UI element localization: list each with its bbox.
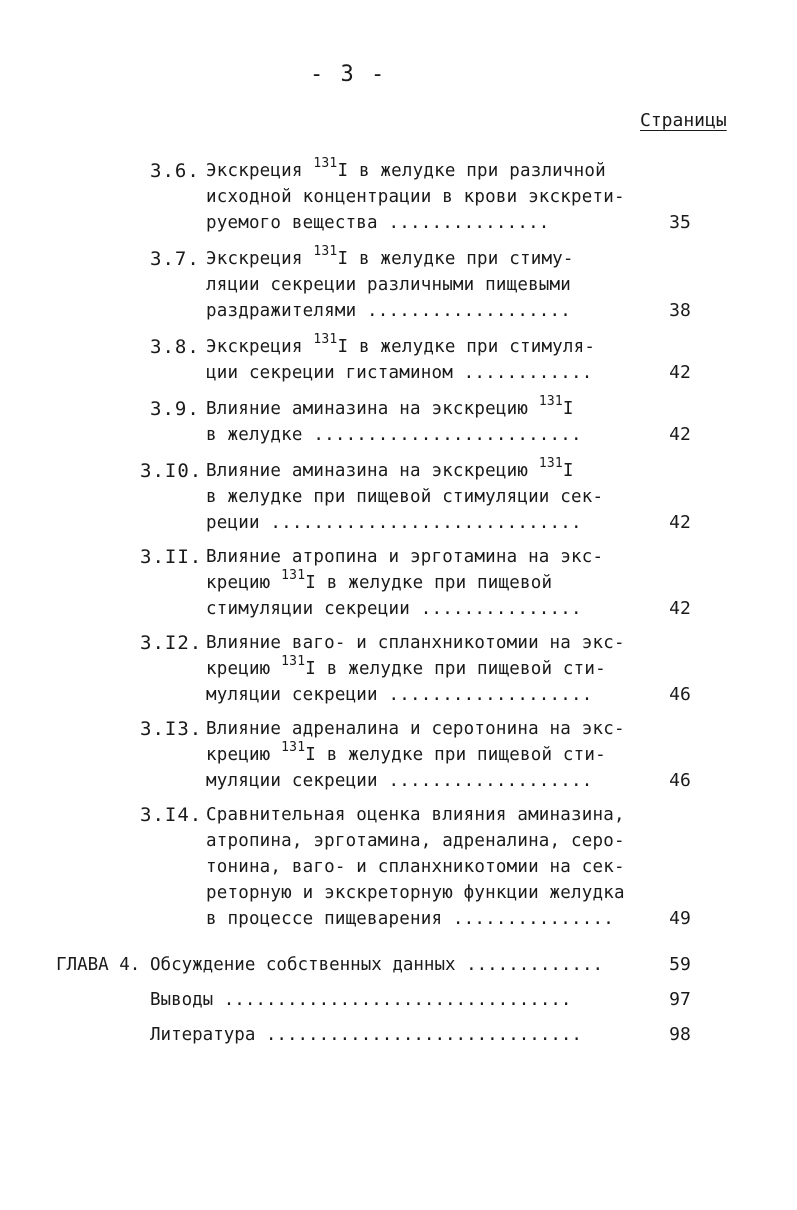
entry-page: 42 xyxy=(669,362,691,383)
entry-number: 3.I2. xyxy=(140,632,203,654)
entry-number: 3.I0. xyxy=(140,460,203,482)
entry-title-line: муляции секреции ................... xyxy=(206,685,593,705)
entry-title-line: в желудке ......................... xyxy=(206,425,582,445)
entry-title-line: крецию $^{131}$I в желудке при пищевой сти- xyxy=(206,654,606,679)
entry-title-line: ции секреции гистамином ............ xyxy=(206,363,593,383)
entry-title-line: Влияние ваго- и спланхникотомии на экс- xyxy=(206,633,625,653)
entry-number: 3.7. xyxy=(150,248,200,270)
entry-number: 3.8. xyxy=(150,336,200,358)
entry-title-line: крецию $^{131}$I в желудке при пищевой xyxy=(206,568,553,593)
entry-number: 3.I4. xyxy=(140,804,203,826)
entry-page: 42 xyxy=(669,424,691,445)
entry-title-line: исходной концентрации в крови экскрети- xyxy=(206,187,625,207)
entry-number: 3.6. xyxy=(150,160,200,182)
page-number: - 3 - xyxy=(310,62,387,87)
entry-page: 42 xyxy=(669,512,691,533)
chapter-label: ГЛАВА 4. xyxy=(56,955,141,975)
entry-title-line: руемого вещества ............... xyxy=(206,213,550,233)
entry-title-line: атропина, эрготамина, адреналина, серо- xyxy=(206,831,625,851)
entry-title-line: крецию $^{131}$I в желудке при пищевой сти- xyxy=(206,740,606,765)
entry-page: 35 xyxy=(669,212,691,233)
entry-number: 3.II. xyxy=(140,546,203,568)
entry-title-line: реторную и экскреторную функции желудка xyxy=(206,883,625,903)
literature-title: Литература .............................. xyxy=(150,1025,582,1045)
entry-title-line: муляции секреции ................... xyxy=(206,771,593,791)
entry-title-line: Экскреция $^{131}$I в желудке при различной xyxy=(206,156,606,181)
entry-title-line: Экскреция $^{131}$I в желудке при стимуля- xyxy=(206,332,596,357)
entry-title-line: Влияние адреналина и серотонина на экс- xyxy=(206,719,625,739)
entry-title-line: раздражителями ................... xyxy=(206,301,572,321)
pages-column-header: Страницы xyxy=(640,110,727,131)
entry-title-line: Влияние аминазина на экскрецию $^{131}$I xyxy=(206,456,574,481)
entry-title-line: в процессе пищеварения ............... xyxy=(206,909,614,929)
entry-page: 46 xyxy=(669,770,691,791)
conclusions-title: Выводы ................................. xyxy=(150,990,572,1010)
entry-page: 38 xyxy=(669,300,691,321)
entry-title-line: тонина, ваго- и спланхникотомии на сек- xyxy=(206,857,625,877)
entry-title-line: стимуляции секреции ............... xyxy=(206,599,582,619)
entry-title-line: ляции секреции различными пищевыми xyxy=(206,275,572,295)
conclusions-page: 97 xyxy=(669,989,691,1010)
entry-title-line: Сравнительная оценка влияния аминазина, xyxy=(206,805,625,825)
entry-title-line: Экскреция $^{131}$I в желудке при стиму- xyxy=(206,244,574,269)
chapter-page: 59 xyxy=(669,954,691,975)
chapter-title: Обсуждение собственных данных ............. xyxy=(150,955,604,975)
entry-page: 42 xyxy=(669,598,691,619)
entry-number: 3.9. xyxy=(150,398,200,420)
entry-number: 3.I3. xyxy=(140,718,203,740)
entry-title-line: Влияние атропина и эрготамина на экс- xyxy=(206,547,604,567)
entry-title-line: реции ............................. xyxy=(206,513,582,533)
entry-page: 46 xyxy=(669,684,691,705)
entry-title-line: Влияние аминазина на экскрецию $^{131}$I xyxy=(206,394,574,419)
entry-page: 49 xyxy=(669,908,691,929)
literature-page: 98 xyxy=(669,1024,691,1045)
entry-title-line: в желудке при пищевой стимуляции сек- xyxy=(206,487,604,507)
